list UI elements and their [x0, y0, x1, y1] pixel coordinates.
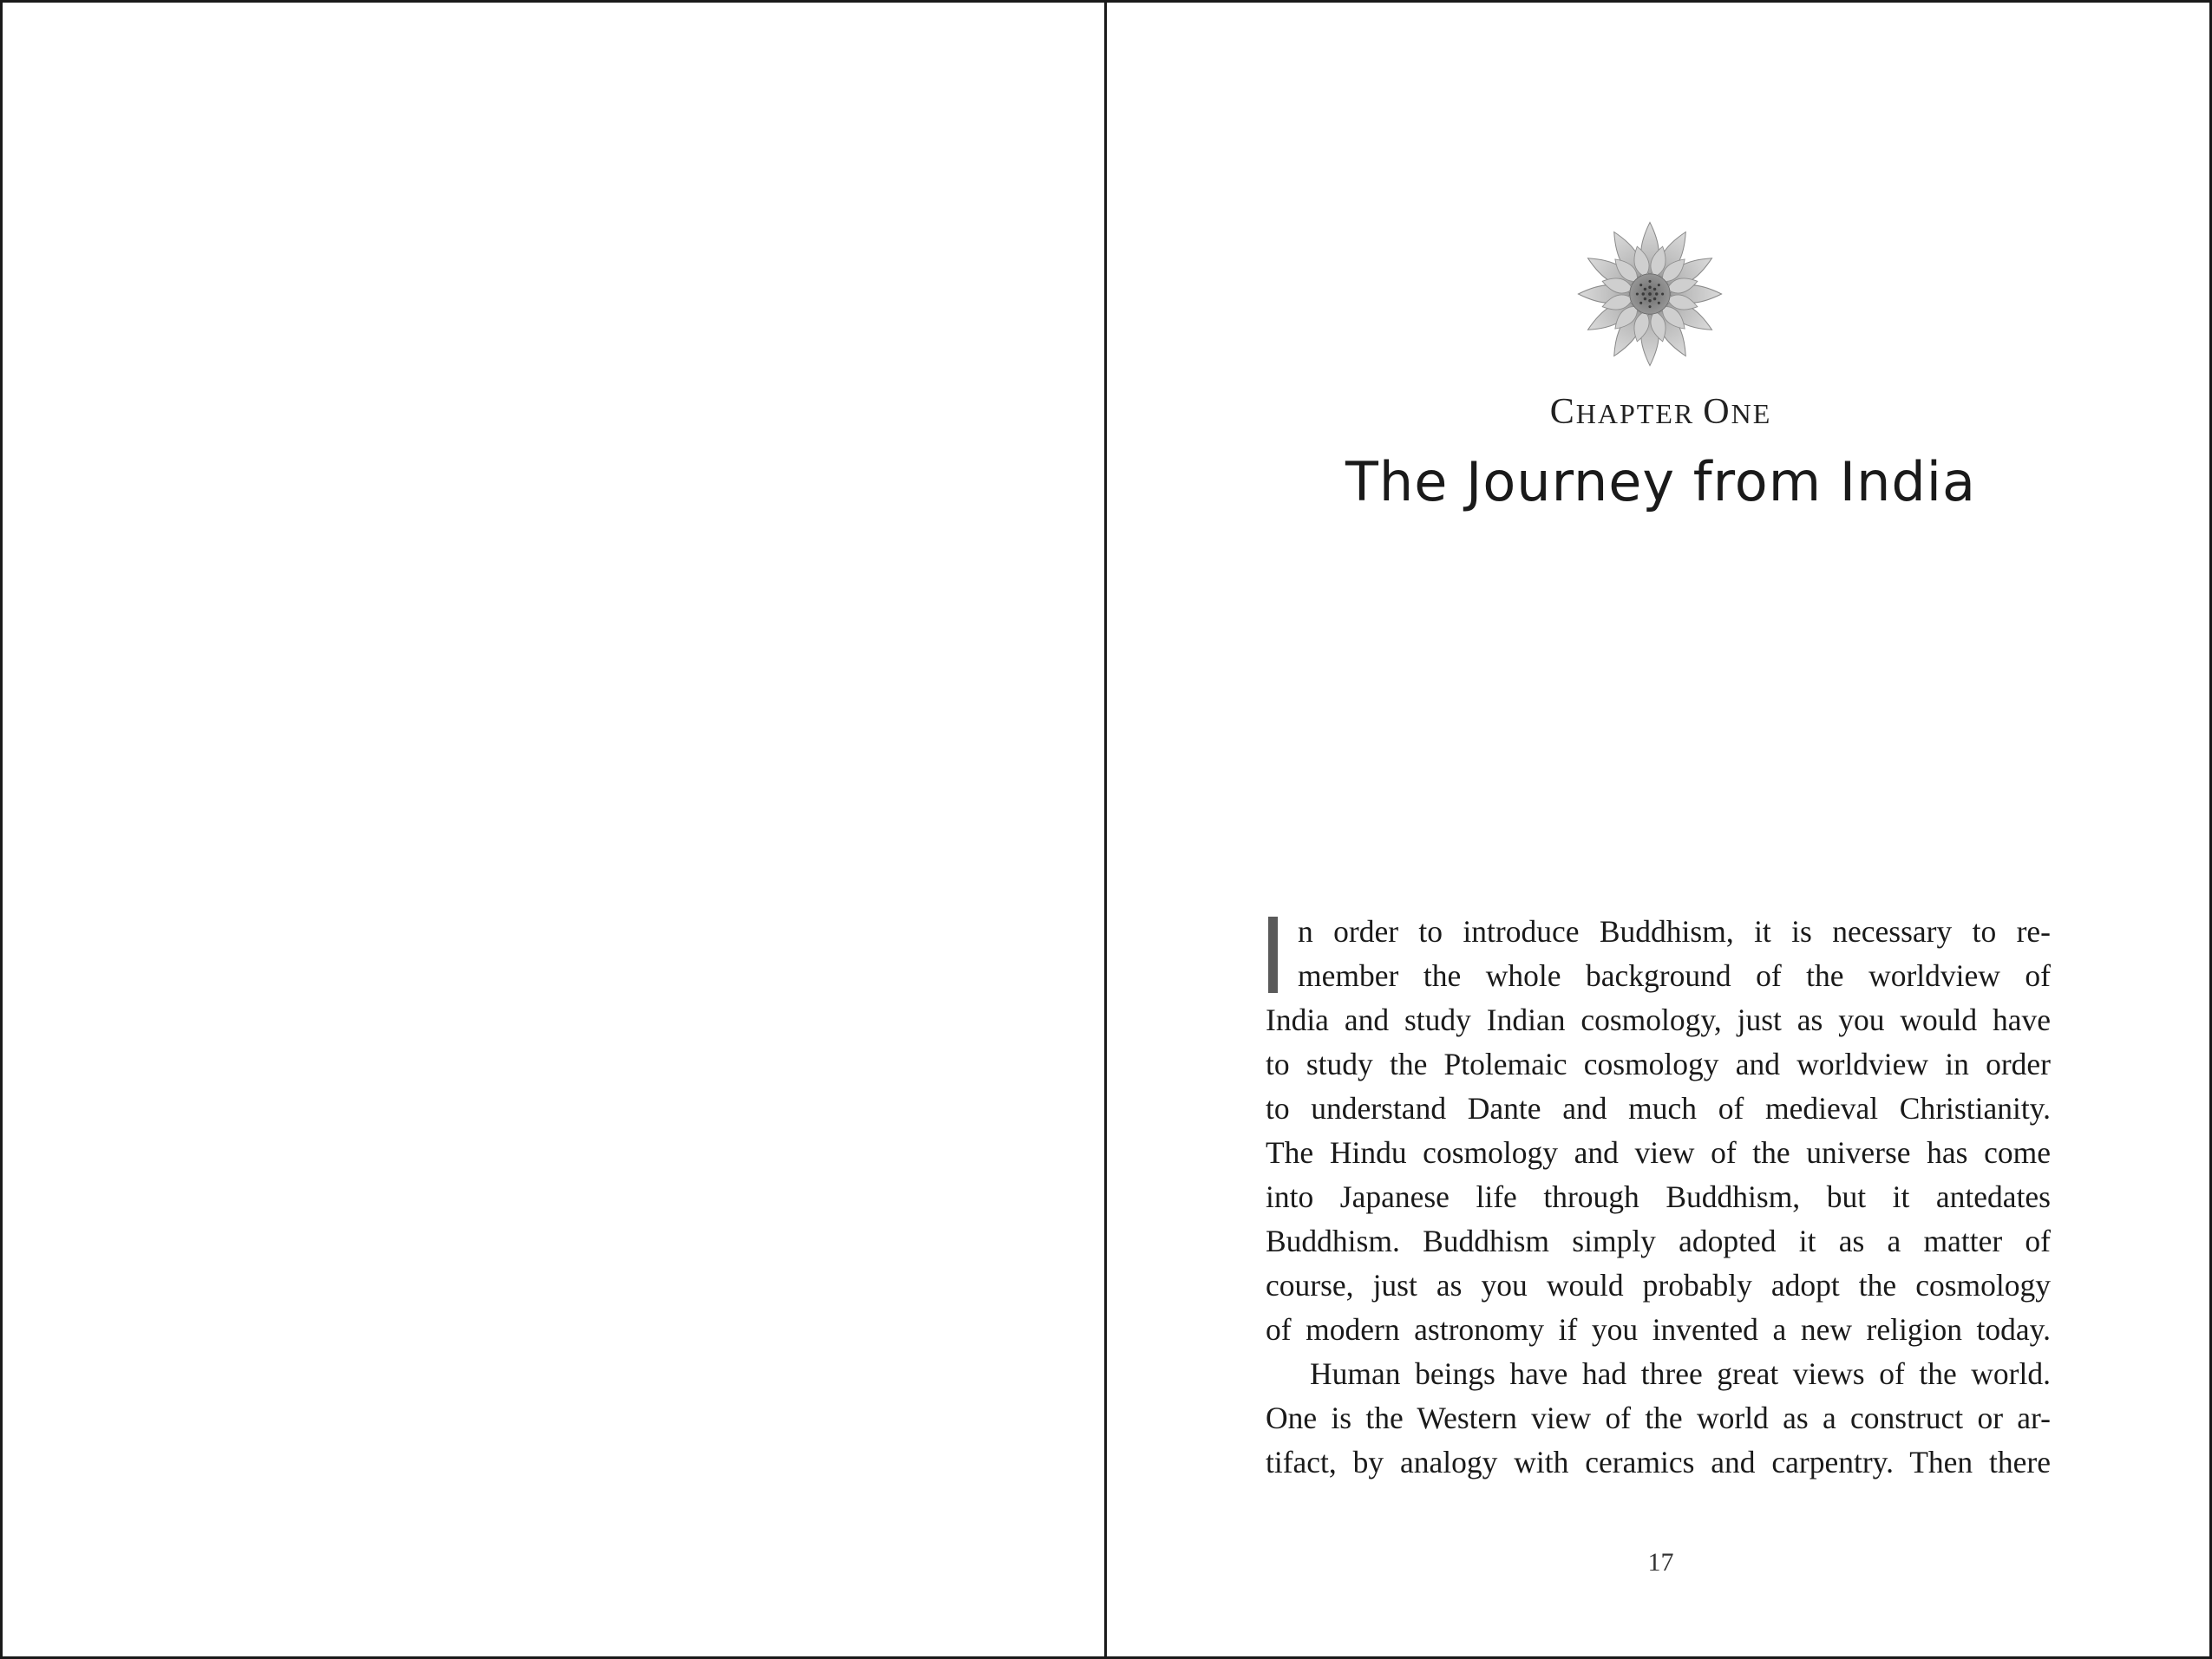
drop-cap-glyph: [1268, 917, 1278, 993]
text-line: Human beings have had three great views of the world.: [1310, 1356, 2051, 1391]
text-line: course, just as you would probably adopt the cosmology: [1266, 1268, 2051, 1303]
text-line: of modern astronomy if you invented a new religion today.: [1266, 1312, 2051, 1347]
drop-cap: [1266, 917, 1283, 993]
right-page: [1104, 0, 2212, 1659]
text-line: tifact, by analogy with ceramics and carpentry. Then there: [1266, 1445, 2051, 1479]
text-line: to study the Ptolemaic cosmology and worldview in order: [1266, 1047, 2051, 1081]
lotus-flower-icon: [1575, 219, 1724, 369]
chapter-label-word1: HAPTER: [1575, 398, 1704, 429]
text-line: into Japanese life through Buddhism, but it antedates: [1266, 1179, 2051, 1214]
chapter-title: The Journey from India: [1345, 450, 1976, 513]
body-text: [1266, 910, 2051, 1485]
chapter-label: [1107, 391, 2212, 433]
text-line: to understand Dante and much of medieval Christianity.: [1266, 1091, 2051, 1126]
page-number: 17: [1647, 1548, 1674, 1577]
text-line: n order to introduce Buddhism, it is necessary to re-: [1298, 914, 2051, 949]
text-line: member the whole background of the worldview of: [1298, 958, 2051, 993]
text-line: Buddhism. Buddhism simply adopted it as a matter of: [1266, 1224, 2051, 1258]
chapter-label-word2: NE: [1731, 398, 1772, 429]
chapter-label-initial: C: [1549, 392, 1576, 432]
chapter-label-initial2: O: [1703, 392, 1731, 432]
text-line: The Hindu cosmology and view of the universe has come: [1266, 1135, 2051, 1170]
text-line: One is the Western view of the world as a construct or ar-: [1266, 1401, 2051, 1435]
text-line: India and study Indian cosmology, just as you would have: [1266, 1003, 2051, 1037]
